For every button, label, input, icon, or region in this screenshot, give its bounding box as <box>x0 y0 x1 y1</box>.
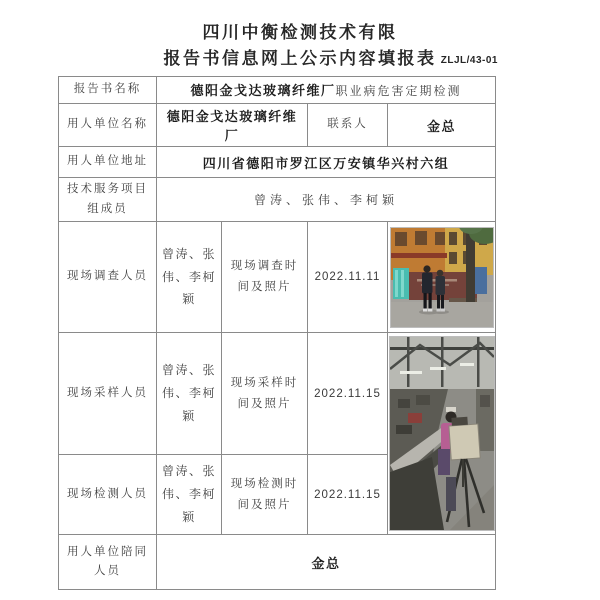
address-label: 用人单位地址 <box>59 147 157 178</box>
testing-time-label: 现场检测时间及照片 <box>222 455 308 535</box>
testing-personnel: 曾涛、张伟、李柯颖 <box>157 455 222 535</box>
row-address <box>59 147 496 178</box>
contact-value: 金总 <box>388 104 496 147</box>
survey-date: 2022.11.11 <box>308 222 388 333</box>
team-label: 技术服务项目组成员 <box>59 178 157 222</box>
employer-value: 德阳金戈达玻璃纤维厂 <box>157 104 308 147</box>
factory-sampling-photo <box>389 336 495 531</box>
company-title: 四川中衡检测技术有限 <box>202 23 398 42</box>
employer-label: 用人单位名称 <box>59 104 157 147</box>
row-survey <box>59 222 496 333</box>
report-name-label: 报告书名称 <box>59 77 157 104</box>
form-title: 报告书信息网上公示内容填报表 <box>163 48 437 68</box>
row-sampling <box>59 333 496 455</box>
page-header <box>5 20 595 71</box>
survey-label: 现场调查人员 <box>59 222 157 333</box>
address-value: 四川省德阳市罗江区万安镇华兴村六组 <box>157 147 496 178</box>
report-name-suffix: 职业病危害定期检测 <box>335 84 462 98</box>
report-info-table <box>58 76 496 590</box>
row-report-name <box>59 77 496 104</box>
survey-photo-cell <box>388 222 496 333</box>
testing-date: 2022.11.15 <box>308 455 388 535</box>
row-escort <box>59 535 496 590</box>
sampling-date: 2022.11.15 <box>308 333 388 455</box>
team-value: 曾涛、张伟、李柯颖 <box>157 178 496 222</box>
survey-time-label: 现场调查时间及照片 <box>222 222 308 333</box>
sampling-label: 现场采样人员 <box>59 333 157 455</box>
contact-label: 联系人 <box>308 104 388 147</box>
testing-label: 现场检测人员 <box>59 455 157 535</box>
sampling-photo-cell <box>388 333 496 535</box>
row-employer <box>59 104 496 147</box>
sampling-personnel: 曾涛、张伟、李柯颖 <box>157 333 222 455</box>
site-survey-photo <box>390 227 494 328</box>
escort-label: 用人单位陪同人员 <box>59 535 157 590</box>
report-name-value <box>157 77 496 104</box>
row-team <box>59 178 496 222</box>
survey-personnel: 曾涛、张伟、李柯颖 <box>157 222 222 333</box>
sampling-time-label: 现场采样时间及照片 <box>222 333 308 455</box>
report-name-main: 德阳金戈达玻璃纤维厂 <box>190 83 336 98</box>
doc-code: ZLJL/43-01 <box>440 55 498 66</box>
escort-value: 金总 <box>157 535 496 590</box>
